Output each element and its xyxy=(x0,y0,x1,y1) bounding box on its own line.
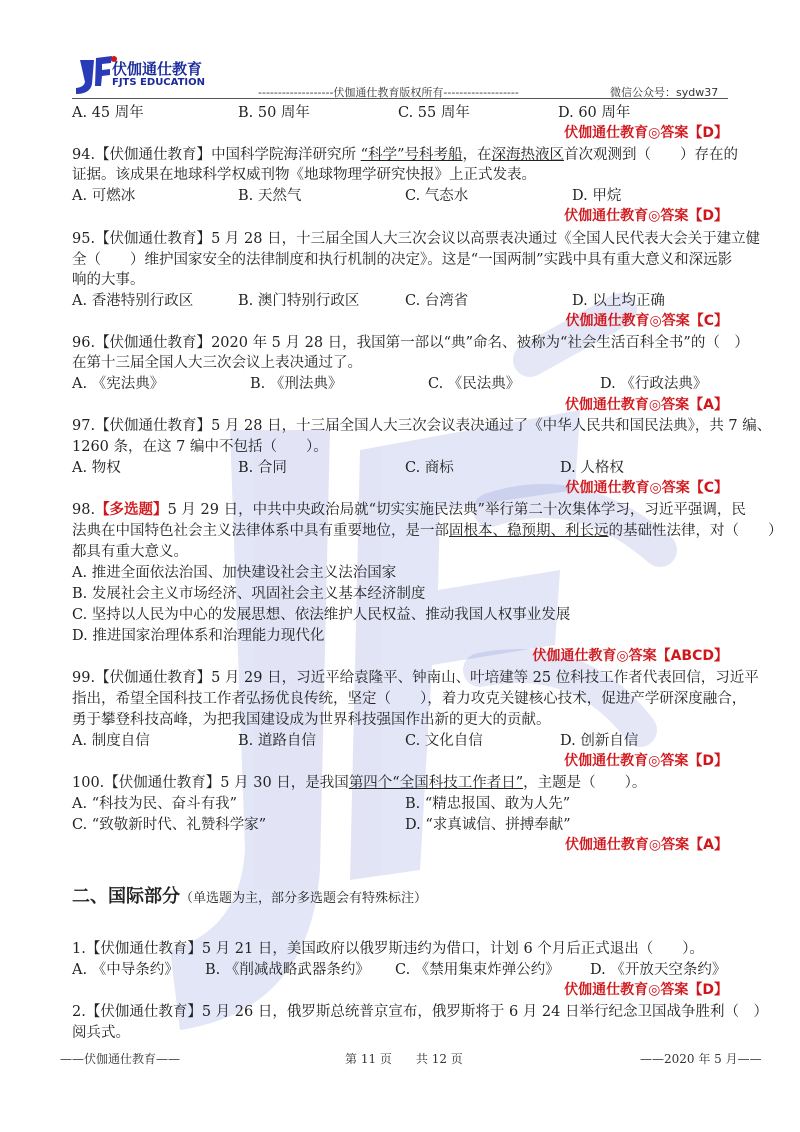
logo-cn-text: 伏伽通仕教育 xyxy=(112,60,203,78)
q98-line-3: 都具有重大意义。 xyxy=(72,544,188,560)
q93-option-d: D. 60 周年 xyxy=(558,105,631,121)
i1-option-c: C. 《禁用集束炸弹公约》 xyxy=(395,962,560,978)
i1-option-b: B. 《削减战略武器条约》 xyxy=(205,962,370,978)
q94-option-d: D. 甲烷 xyxy=(572,188,622,204)
q97-option-a: A. 物权 xyxy=(72,460,121,476)
i1-line-1: 1.【伏伽通仕教育】5 月 21 日，美国政府以俄罗斯违约为借口，计划 6 个月后正式退出（ ）。 xyxy=(72,941,705,957)
q96-line-2: 在第十三届全国人大三次会议上表决通过了。 xyxy=(72,355,362,371)
q95-answer: 伏伽通仕教育◎答案【C】 xyxy=(565,313,728,329)
q94-line-2: 证据。该成果在地球科学权威刊物《地球物理学研究快报》上正式发表。 xyxy=(72,167,536,183)
q100-option-a: A. “科技为民、奋斗有我” xyxy=(72,796,238,812)
footer-left: ——伏伽通仕教育—— xyxy=(60,1052,181,1066)
i1-option-a: A. 《中导条约》 xyxy=(72,962,179,978)
q95-line-1: 95.【伏伽通仕教育】5 月 28 日，十三届全国人大三次会议以高票表决通过《全国人民代表大会关于建立健 xyxy=(72,231,761,247)
footer-date: ——2020 年 5 月—— xyxy=(640,1052,762,1066)
q100-answer: 伏伽通仕教育◎答案【A】 xyxy=(564,837,728,853)
i2-line-1: 2.【伏伽通仕教育】5 月 26 日，俄罗斯总统普京宣布，俄罗斯将于 6 月 24 日举行纪念卫国战争胜利（ ） xyxy=(72,1004,768,1020)
q94-option-b: B. 天然气 xyxy=(238,188,302,204)
q98-option-a: A. 推进全面依法治国、加快建设社会主义法治国家 xyxy=(72,565,397,581)
q98-option-c: C. 坚持以人民为中心的发展思想、依法维护人民权益、推动我国人权事业发展 xyxy=(72,607,571,623)
q99-option-b: B. 道路自信 xyxy=(238,733,316,749)
header-wechat: 微信公众号：sydw37 xyxy=(610,86,719,99)
q94-line-1: 94.【伏伽通仕教育】中国科学院海洋研究所 “科学”号科考船，在深海热液区首次观测到（ ）存在的 xyxy=(72,147,738,163)
q99-option-a: A. 制度自信 xyxy=(72,733,150,749)
footer-page: 第 11 页 共 12 页 xyxy=(345,1052,463,1066)
q100-option-c: C. “致敬新时代、礼赞科学家” xyxy=(72,817,267,833)
q99-line-2: 指出，希望全国科技工作者弘扬优良传统，坚定（ ），着力攻克关键核心技术，促进产学研深度融合， xyxy=(72,691,747,707)
q93-option-b: B. 50 周年 xyxy=(238,105,310,121)
q94-option-a: A. 可燃冰 xyxy=(72,188,136,204)
q97-option-c: C. 商标 xyxy=(405,460,454,476)
q98-line-2: 法典在中国特色社会主义法律体系中具有重要地位，是一部固根本、稳预期、利长远的基础性法律，对（ ） xyxy=(72,523,783,539)
q97-option-d: D. 人格权 xyxy=(560,460,624,476)
q100-option-b: B. “精忠报国、敢为人先” xyxy=(405,796,571,812)
q97-line-2: 1260 条，在这 7 编中不包括（ ）。 xyxy=(72,439,328,455)
q93-option-a: A. 45 周年 xyxy=(72,105,144,121)
q99-line-3: 勇于攀登科技高峰，为把我国建设成为世界科技强国作出新的更大的贡献。 xyxy=(72,712,551,728)
q99-answer: 伏伽通仕教育◎答案【D】 xyxy=(564,753,728,769)
q94-answer: 伏伽通仕教育◎答案【D】 xyxy=(564,208,728,224)
section-heading: 二、国际部分（单选题为主，部分多选题会有特殊标注） xyxy=(72,886,428,907)
q96-option-c: C. 《民法典》 xyxy=(428,376,521,392)
logo-en-text: FJTS EDUCATION xyxy=(112,77,206,88)
q99-option-c: C. 文化自信 xyxy=(405,733,483,749)
q94-option-c: C. 气态水 xyxy=(405,188,469,204)
q93-option-c: C. 55 周年 xyxy=(398,105,470,121)
q98-answer: 伏伽通仕教育◎答案【ABCD】 xyxy=(532,648,728,664)
q98-option-d: D. 推进国家治理体系和治理能力现代化 xyxy=(72,628,325,644)
q95-line-2: 全（ ）维护国家安全的法律制度和执行机制的决定》。这是“一国两制”实践中具有重大意义和深远影 xyxy=(72,252,733,268)
q96-option-d: D. 《行政法典》 xyxy=(600,376,708,392)
q97-answer: 伏伽通仕教育◎答案【C】 xyxy=(565,480,728,496)
q95-option-a: A. 香港特别行政区 xyxy=(72,293,194,309)
q97-option-b: B. 合同 xyxy=(238,460,287,476)
q93-answer: 伏伽通仕教育◎答案【D】 xyxy=(564,125,728,141)
q96-answer: 伏伽通仕教育◎答案【A】 xyxy=(564,397,728,413)
q98-option-b: B. 发展社会主义市场经济、巩固社会主义基本经济制度 xyxy=(72,586,426,602)
q98-line-1: 98.【多选题】5 月 29 日，中共中央政治局就“切实实施民法典”举行第二十次集体学习，习近平强调，民 xyxy=(72,501,746,518)
q95-option-d: D. 以上均正确 xyxy=(572,293,665,309)
q96-line-1: 96.【伏伽通仕教育】2020 年 5 月 28 日，我国第一部以“典”命名、被称为“社会生活百科全书”的（ ） xyxy=(72,335,749,351)
q96-option-b: B. 《刑法典》 xyxy=(250,376,343,392)
i2-line-2: 阅兵式。 xyxy=(72,1025,130,1041)
q99-line-1: 99.【伏伽通仕教育】5 月 29 日，习近平给袁隆平、钟南山、叶培建等 25 位科技工作者代表回信，习近平 xyxy=(72,670,759,686)
q100-option-d: D. “求真诚信、拼搏奉献” xyxy=(405,817,571,833)
q96-option-a: A. 《宪法典》 xyxy=(72,376,165,392)
q97-line-1: 97.【伏伽通仕教育】5 月 28 日，十三届全国人大三次会议表决通过了《中华人民共和国民法典》，共 7 编、 xyxy=(72,418,772,434)
q95-option-c: C. 台湾省 xyxy=(405,293,469,309)
i1-answer: 伏伽通仕教育◎答案【D】 xyxy=(564,982,728,998)
q95-option-b: B. 澳门特别行政区 xyxy=(238,293,360,309)
q95-line-3: 响的大事。 xyxy=(72,272,145,288)
i1-option-d: D. 《开放天空条约》 xyxy=(590,962,727,978)
header-copyright: -------------------伏伽通仕教育版权所有------------------- xyxy=(258,86,519,99)
q99-option-d: D. 创新自信 xyxy=(560,733,639,749)
header-rule xyxy=(72,98,728,99)
q100-line-1: 100.【伏伽通仕教育】5 月 30 日，是我国第四个“全国科技工作者日”，主题是（ ）。 xyxy=(72,775,647,791)
